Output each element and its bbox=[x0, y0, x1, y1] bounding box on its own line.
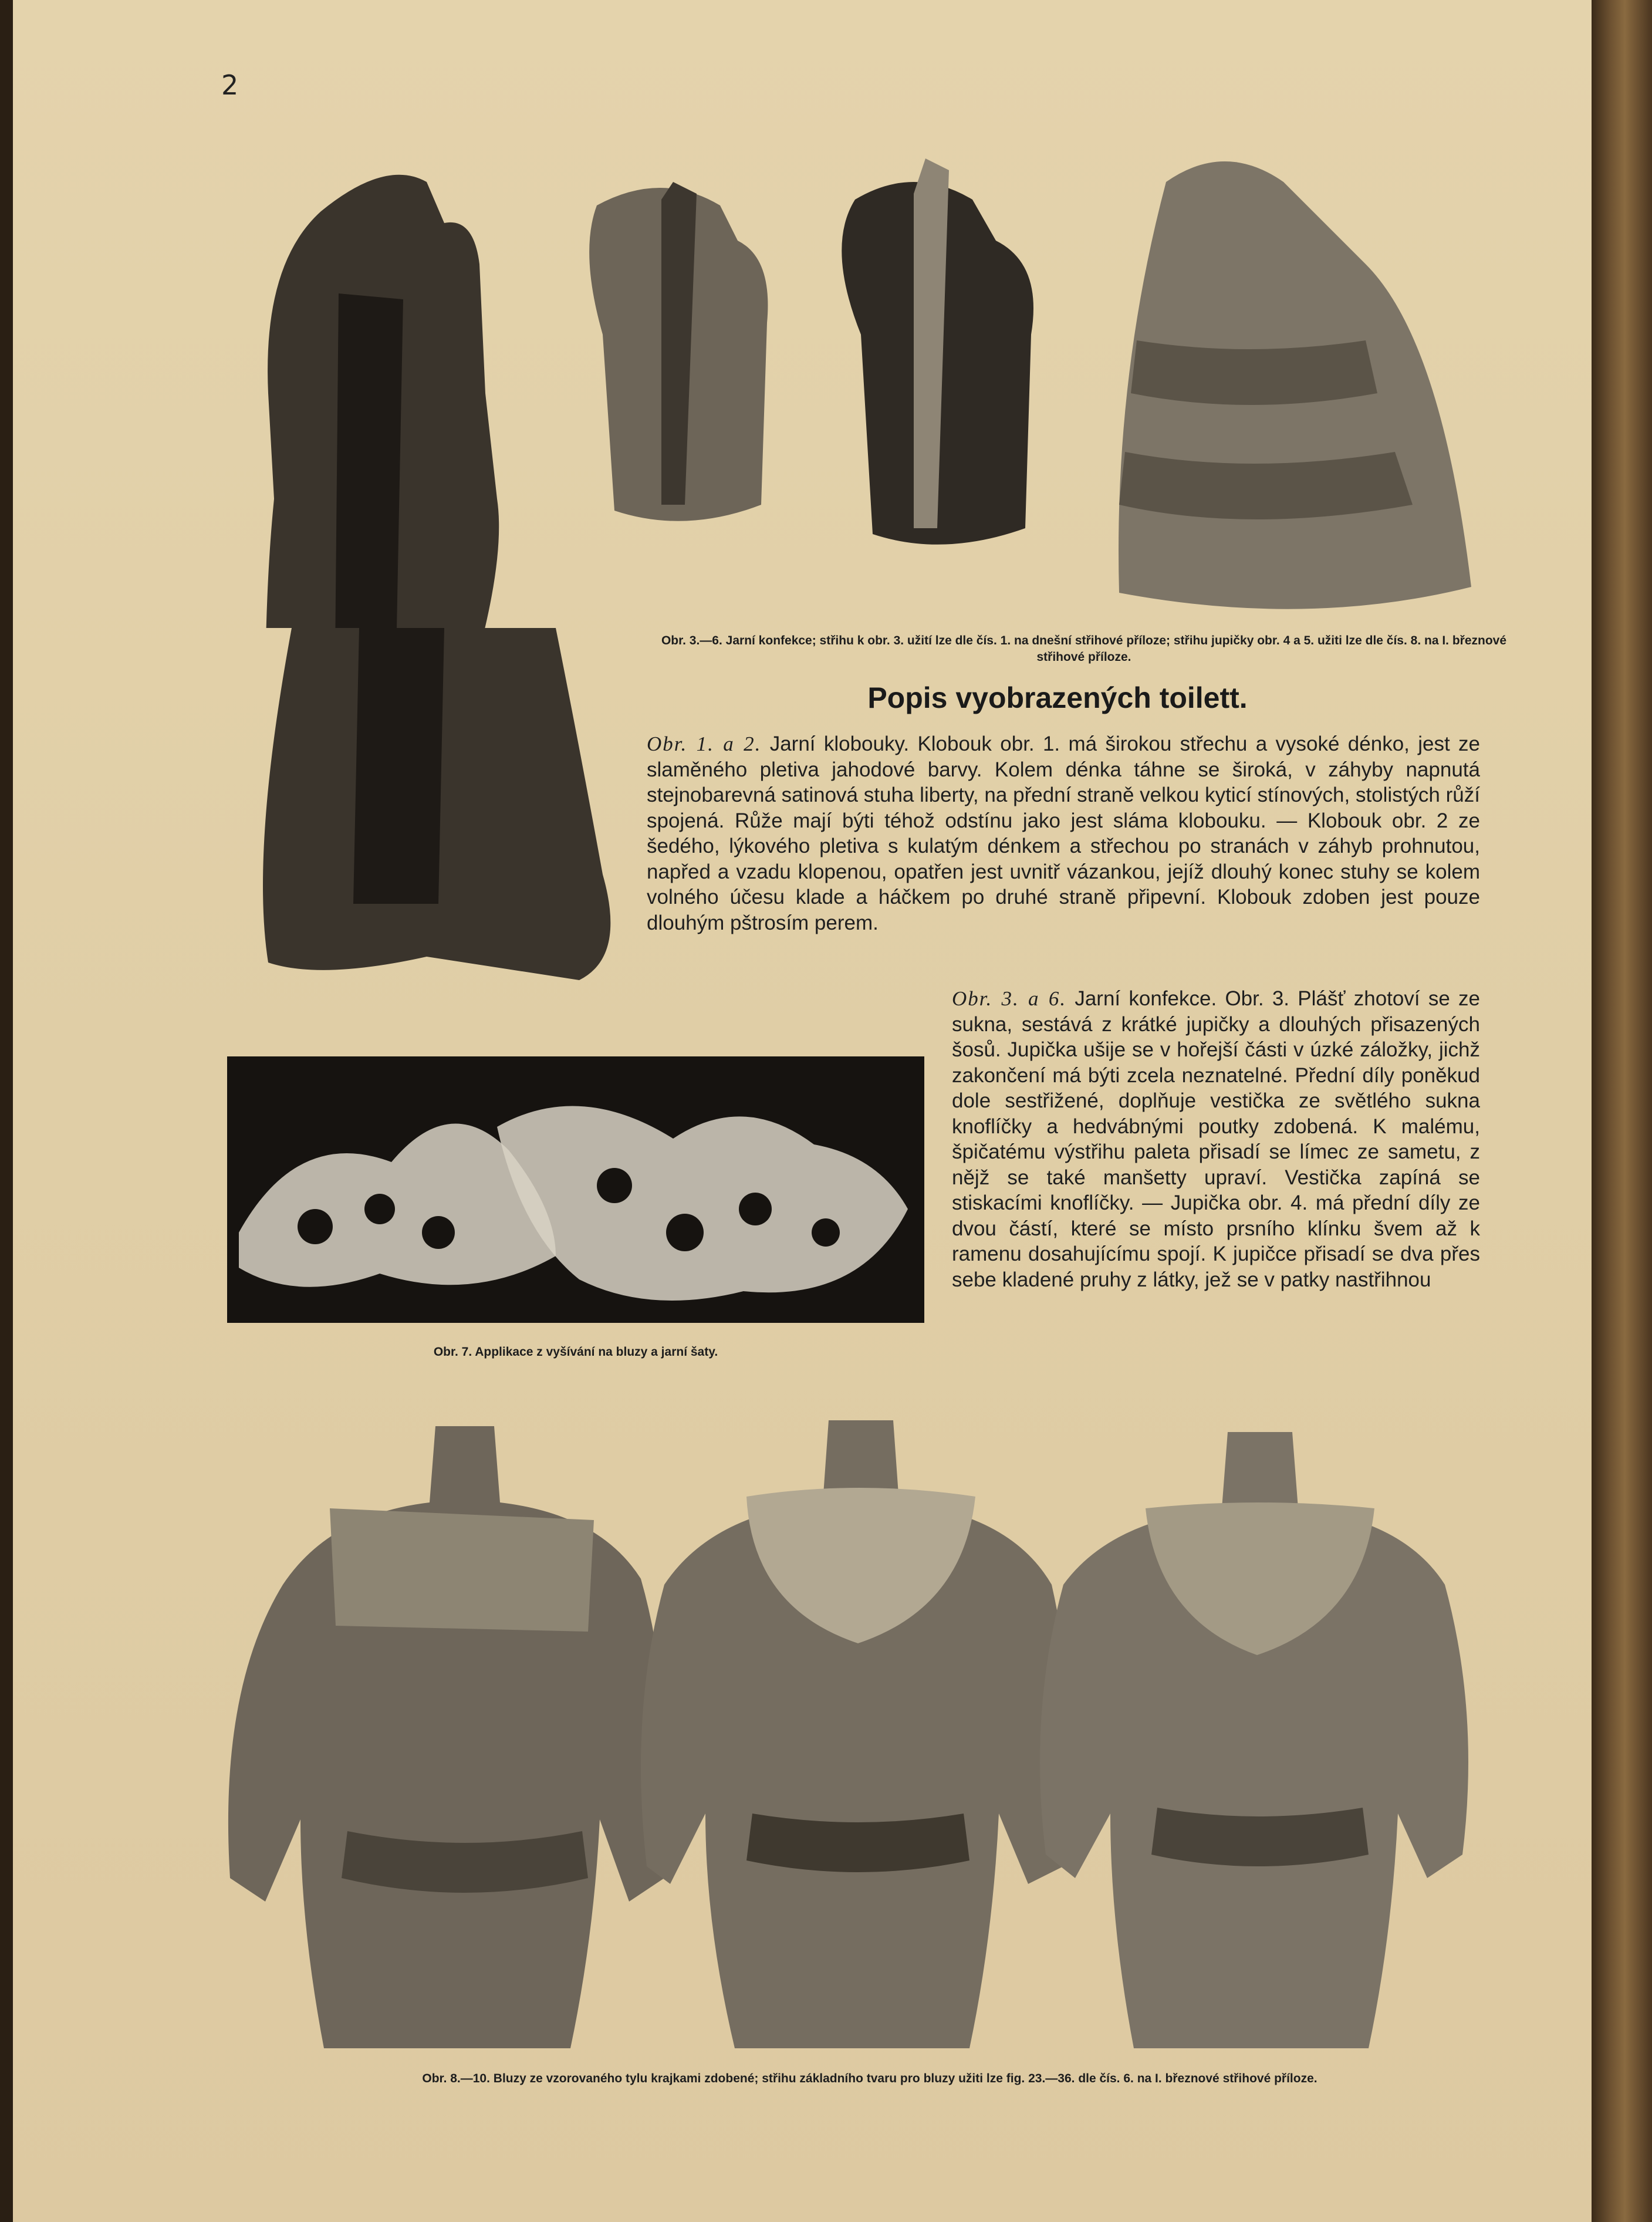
caption-figures-3-6: Obr. 3.—6. Jarní konfekce; střihu k obr. 3. užití lze dle čís. 1. na dnešní střihové příloze; střihu jupičky obr. 4 a 5. užiti lze dle čís. 8. na I. březnové střihové příloze. bbox=[661, 634, 1507, 664]
illustration-jackets bbox=[251, 147, 1512, 628]
illustration-blouses bbox=[218, 1409, 1504, 2048]
caption-figure-7: Obr. 7. Applikace z vyšívání na bluzy a jarní šaty. bbox=[433, 1345, 718, 1359]
caption-figures-8-10: Obr. 8.—10. Bluzy ze vzorovaného tylu krajkami zdobené; střihu základního tvaru pro bluzy užiti lze fig. 23.—36. dle čís. 6. na I. březnové střihové příloze. bbox=[422, 2072, 1317, 2085]
figure-lace-applique bbox=[227, 1056, 924, 1323]
figure-blouses bbox=[218, 1409, 1504, 2048]
paragraph-obr-3-6: Obr. 3. a 6. Jarní konfekce. Obr. 3. Plášť zhotoví se ze sukna, sestává z krátké jupičky a dlouhých přisazených šosů. Jupička ušije se v hořejší části v úzké záložky, jichž zakončení má býti zcela neznatelné. Přední díly poněkud dole sestřižené, doplňuje vestička ze světlého sukna knoflíčky a hedvábnými poutky zdobená. K malému, špičatému výstřihu paleta přisadí se límec ze sametu, z nějž se také manšetty upraví. Vestička zapíná se stiskacími knoflíčky. — Jupička obr. 4. má přední díly ze dvou částí, které se místo prsního klínku švem až k ramenu dosahujícímu spojí. K jupičce přisadí se dva přes sebe kladené pruhy z látky, jež se v patky nastřihnou bbox=[952, 987, 1480, 1291]
lace-illustration bbox=[227, 1056, 924, 1323]
page-number: 2 bbox=[221, 69, 239, 101]
figure-coat-skirt bbox=[251, 628, 638, 980]
paragraph-lead: Obr. 1. a 2. bbox=[647, 732, 762, 755]
magazine-page bbox=[13, 0, 1592, 2222]
figure-jarni-konfekce bbox=[251, 147, 1512, 628]
binding-spine bbox=[1592, 0, 1652, 2222]
article-heading: Popis vyobrazených toilett. bbox=[867, 681, 1248, 714]
paragraph-lead: Obr. 3. a 6. bbox=[952, 987, 1067, 1010]
paragraph-obr-1-2: Obr. 1. a 2. Jarní klobouky. Klobouk obr. 1. má širokou střechu a vysoké dénko, jest ze slaměného pletiva jahodové barvy. Kolem dénka táhne se široká, v záhyby napnutá stejnobarevná satinová stuha liberty, na přední straně velkou kyticí stínových, stolistých růží spojená. Růže mají býti téhož odstínu jako jest sláma klobouku. — Klobouk obr. 2 ze šedého, lýkového pletiva s kulatým dénkem a střechou po stranách v záhyb prohnutou, napřed a vzadu klopenou, opatřen jest uvnitř vázankou, jejíž dlouhý konec stuhy se kolem volného účesu klade a háčkem po druhé straně připevní. Klobouk zdoben jest pouze dlouhým pštrosím perem. bbox=[647, 732, 1480, 934]
